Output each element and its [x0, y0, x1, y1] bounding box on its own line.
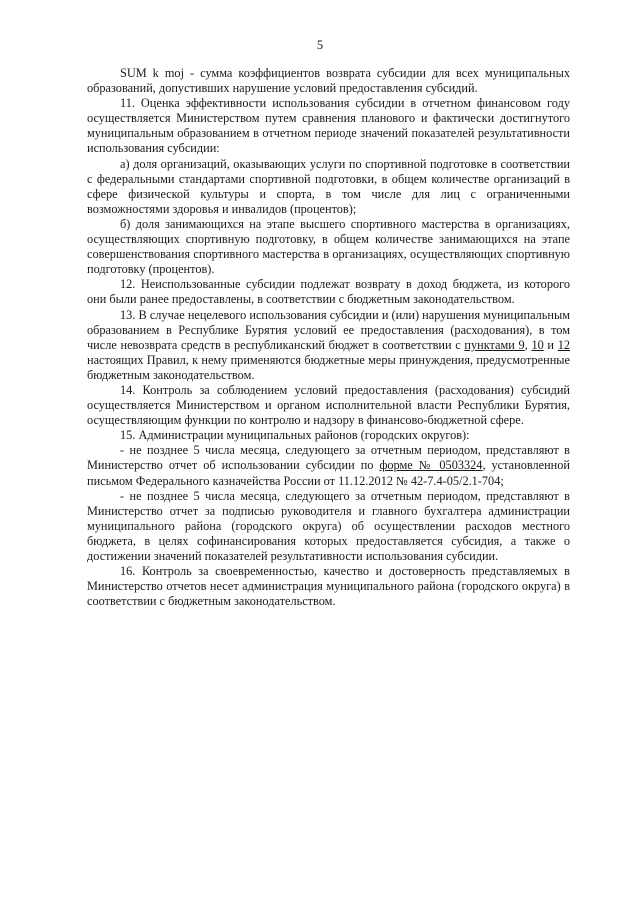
paragraph-text: и: [543, 337, 558, 352]
paragraph-clause-15-item-1: [87, 443, 570, 488]
paragraph-sum-definition: [87, 66, 570, 96]
document-link[interactable]: 10: [531, 337, 544, 352]
paragraph-clause-11: [87, 96, 570, 156]
paragraph-clause-11-b: [87, 217, 570, 277]
paragraph-text: 13. В случае нецелевого использования субсидии и (или) нарушения муниципальным образованием в Республике Бурятия условий ее предоставления (расходования), в том числе невозврата средств в республиканский бюджет в соответствии с: [87, 307, 570, 352]
paragraph-text: , установленной письмом Федерального казначейства России от 11.12.2012 № 42-7.4-05/2.1-704;: [87, 458, 570, 488]
paragraph-clause-12: [87, 277, 570, 307]
document-link[interactable]: форме № 0503324: [379, 458, 483, 473]
paragraph-text: б) доля занимающихся на этапе высшего спортивного мастерства в организациях, осуществляющих спортивную подготовку, в общем количестве занимающихся на этапе совершенствования спортивного мастерства в организациях, осуществляющих спортивную подготовку (процентов).: [87, 216, 570, 277]
paragraph-text: SUM k moj - сумма коэффициентов возврата субсидии для всех муниципальных образований, допустивших нарушение условий предоставления субсидий.: [87, 66, 570, 96]
paragraph-clause-15-item-2: [87, 489, 570, 564]
paragraph-text: 14. Контроль за соблюдением условий предоставления (расходования) субсидий осуществляется Министерством и органом исполнительной власти Республики Бурятия, осуществляющим функции по контролю и надзору в финансово-бюджетной сфере.: [87, 382, 570, 428]
document-link[interactable]: 12: [557, 337, 570, 352]
paragraph-text: 11. Оценка эффективности использования субсидии в отчетном финансовом году осуществляется Министерством путем сравнения планового и фактически достигнутого муниципальным образованием в отчетном периоде значений показателей результативности использования субсидии:: [87, 96, 570, 156]
paragraph-clause-16: [87, 564, 570, 609]
page-number: 5: [316, 38, 324, 52]
document-link[interactable]: пунктами 9: [464, 337, 525, 352]
paragraph-clause-14: [87, 383, 570, 428]
paragraph-clause-11-a: [87, 157, 570, 217]
paragraph-text: 12. Неиспользованные субсидии подлежат возврату в доход бюджета, из которого они были ранее предоставлены, в соответствии с бюджетным законодательством.: [87, 277, 570, 307]
document-body: [87, 66, 570, 609]
paragraph-text: 15. Администрации муниципальных районов (городских округов):: [120, 428, 470, 443]
paragraph-text: а) доля организаций, оказывающих услуги по спортивной подготовке в соответствии с федеральными стандартами спортивной подготовки, в общем количестве организаций в сфере физической культуры и спорта, в том числе для лиц с ограниченными возможностями здоровья и инвалидов (процентов);: [87, 156, 570, 216]
paragraph-clause-15: [87, 428, 570, 443]
paragraph-clause-13: [87, 308, 570, 383]
paragraph-text: - не позднее 5 числа месяца, следующего за отчетным периодом, представляют в Министерство отчет за подписью руководителя и главного бухгалтера администрации муниципального района (городского округа) об осуществлении расходов местного бюджета, в целях софинансирования которых предоставляется субсидия, а также о достижении значений показателей результативности использования субсидии.: [87, 488, 570, 563]
paragraph-text: настоящих Правил, к нему применяются бюджетные меры принуждения, предусмотренные бюджетным законодательством.: [87, 352, 570, 382]
paragraph-text: 16. Контроль за своевременностью, качество и достоверность представляемых в Министерство отчетов несет администрация муниципального района (городского округа) в соответствии с бюджетным законодательством.: [87, 564, 570, 609]
paragraph-text: ,: [524, 337, 532, 352]
paragraph-text: - не позднее 5 числа месяца, следующего за отчетным периодом, представляют в Министерство отчет об использовании субсидии по: [87, 443, 570, 473]
